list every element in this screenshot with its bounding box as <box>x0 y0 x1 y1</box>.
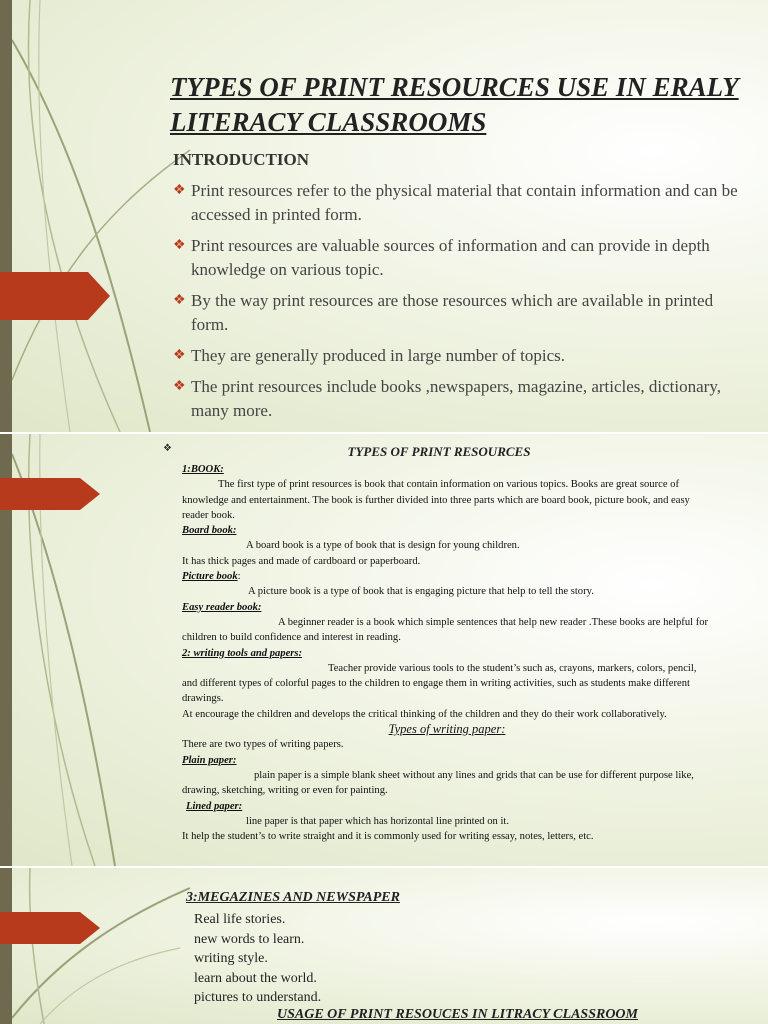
list-item: learn about the world. <box>194 970 317 986</box>
item-list <box>194 910 321 1008</box>
board-book-text: A board book is a type of book that is design for young children. <box>246 540 520 552</box>
bullet-item: ❖ Print resources refer to the physical material that contain information and can be accessed in printed form. <box>173 181 738 224</box>
bullet-item: ❖ Print resources are valuable sources of information and can provide in depth knowledge on various topic. <box>173 236 710 279</box>
decorative-curves <box>0 0 200 432</box>
bullet-item: ❖ The print resources include books ,newspapers, magazine, articles, dictionary, many more. <box>173 377 721 420</box>
intro-heading: INTRODUCTION <box>173 150 310 169</box>
writing-tools-text: Teacher provide various tools to the student’s such as, crayons, markers, colors, pencil, and different types of colorful pages to the children to engage them in writing activities, such as students make different drawings. <box>182 662 697 705</box>
easy-reader-heading: Easy reader book: <box>182 601 262 613</box>
easy-reader-text: A beginner reader is a book which simple sentences that help new reader .These books are helpful for children to build confidence and interest in reading. <box>182 616 709 644</box>
book-text: The first type of print resources is book that contain information on various topics. Books are great source of knowledge and entertainment. The book is further divided into three parts which are board book, picture book, and easy reader book. <box>182 479 690 521</box>
section-title: TYPES OF PRINT RESOURCES <box>347 444 531 459</box>
picture-book-text: A picture book is a type of book that is engaging picture that help to tell the story. <box>248 586 594 598</box>
bullet-item: ❖ By the way print resources are those resources which are available in printed form. <box>173 291 714 334</box>
diamond-bullet-icon: ❖ <box>173 379 186 394</box>
usage-title: USAGE OF PRINT RESOUCES IN LITRACY CLASSROOM <box>277 1007 638 1022</box>
list-item: Real life stories. <box>194 912 286 927</box>
list-item: new words to learn. <box>194 931 305 947</box>
section-title: 3:MEGAZINES AND NEWSPAPER <box>186 890 400 905</box>
slide-2 <box>0 434 768 866</box>
diamond-bullet-icon: ❖ <box>173 183 186 198</box>
slide-1 <box>0 0 768 432</box>
arrow-marker <box>0 272 110 320</box>
list-item: pictures to understand. <box>194 990 322 1005</box>
lined-paper-text-2: It help the student’s to write straight and it is commonly used for writing essay, notes, letters, etc. <box>182 831 594 843</box>
decorative-curves <box>0 868 200 1024</box>
bullet-list <box>173 179 738 430</box>
diamond-bullet-icon: ❖ <box>163 443 172 454</box>
board-book-heading: Board book: <box>182 525 237 537</box>
picture-book-line: Picture book: <box>182 571 241 583</box>
slide-title: TYPES OF PRINT RESOURCES USE IN ERALY LITERACY CLASSROOMS <box>170 72 739 137</box>
types-paper-line: Types of writing paper: <box>388 722 506 737</box>
diamond-bullet-icon: ❖ <box>173 348 186 363</box>
list-item: writing style. <box>194 951 268 966</box>
slide-3 <box>0 868 768 1024</box>
arrow-marker <box>0 478 100 510</box>
book-heading: 1:BOOK: <box>182 464 224 475</box>
writing-tools-heading: 2: writing tools and papers: <box>182 647 303 659</box>
types-paper-text: There are two types of writing papers. <box>182 739 344 751</box>
arrow-marker <box>0 912 100 944</box>
writing-tools-text-2: At encourage the children and develops the critical thinking of the children and they do their work collaboratively. <box>182 708 667 720</box>
left-bar <box>0 0 12 432</box>
diamond-bullet-icon: ❖ <box>173 293 186 308</box>
diamond-bullet-icon: ❖ <box>173 238 186 253</box>
lined-paper-text: line paper is that paper which has horizontal line printed on it. <box>246 815 510 827</box>
document-body <box>182 462 712 844</box>
left-bar <box>0 868 12 1024</box>
board-book-text-2: It has thick pages and made of cardboard or paperboard. <box>182 555 421 567</box>
bullet-item: ❖ They are generally produced in large number of topics. <box>173 344 738 368</box>
lined-paper-heading: Lined paper: <box>186 800 243 812</box>
plain-paper-heading: Plain paper: <box>182 754 237 766</box>
plain-paper-text: plain paper is a simple blank sheet without any lines and grids that can be use for different purpose like, drawing, sketching, writing or even for painting. <box>182 769 694 797</box>
